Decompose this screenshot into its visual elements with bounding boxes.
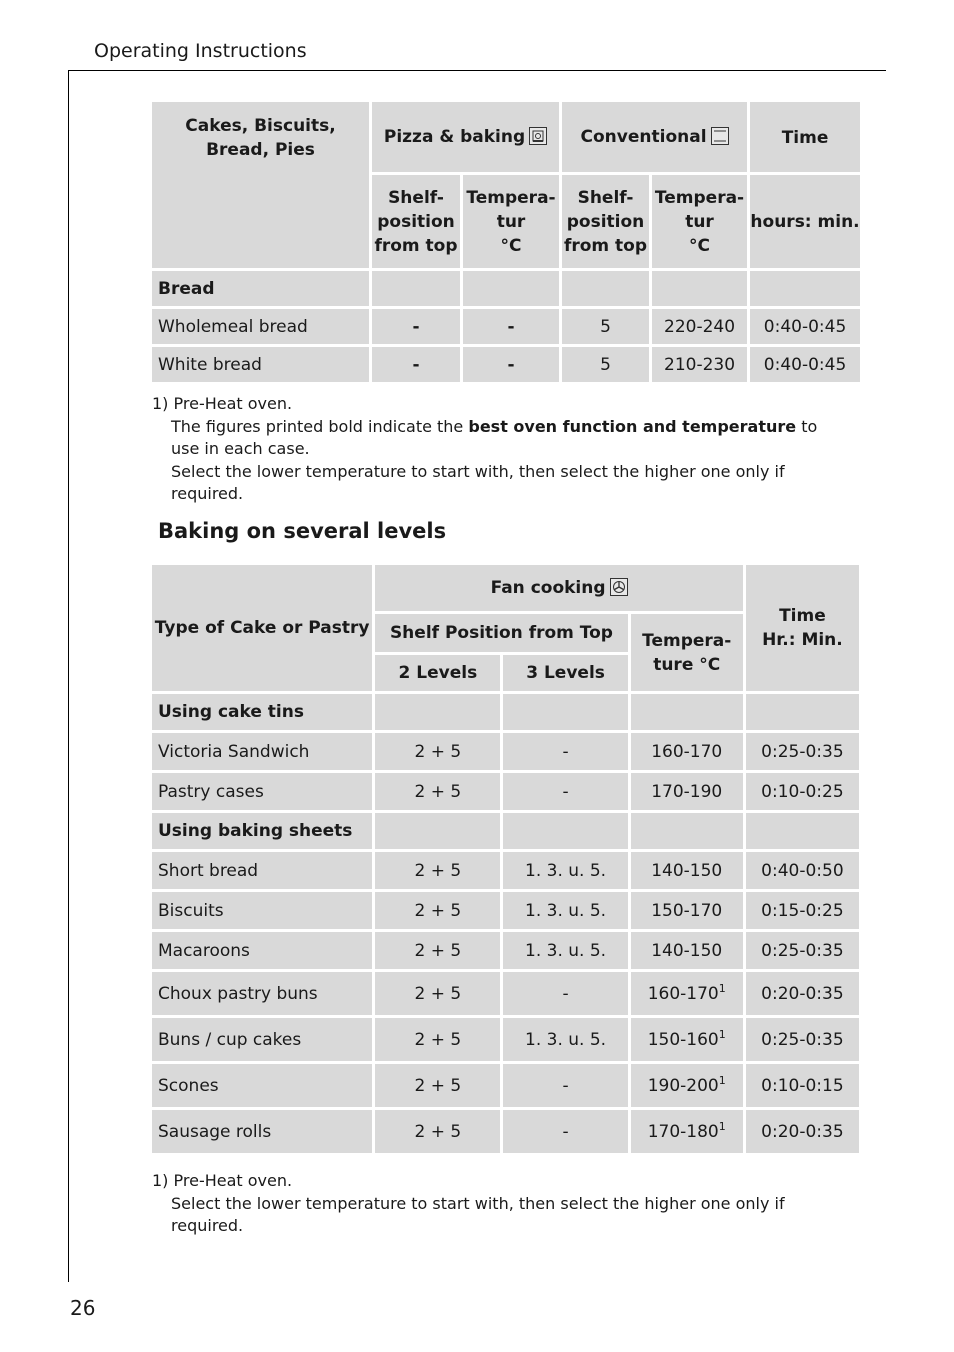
table-row: Buns / cup cakes 2 + 5 1. 3. u. 5. $150-160^1$ 0:25-0:35 xyxy=(152,1018,859,1061)
col-header-shelf-position: Shelf Position from Top xyxy=(375,614,627,652)
col-header-3-levels: 3 Levels xyxy=(503,655,627,691)
col-header-time: Time Hr.: Min. xyxy=(746,565,859,691)
sub-header-c-shelf: Shelf- position from top xyxy=(562,175,649,268)
bread-table xyxy=(149,99,863,385)
table-row: Biscuits 2 + 5 1. 3. u. 5. 150-170 0:15-0:25 xyxy=(152,892,859,929)
sub-header-time-unit: hours: min. xyxy=(750,175,860,268)
sub-header-pb-temp: Tempera- tur °C xyxy=(463,175,559,268)
table-row: Sausage rolls 2 + 5 - $170-180^1$ 0:20-0:35 xyxy=(152,1110,859,1153)
section-cake-tins: Using cake tins xyxy=(152,694,372,730)
table-row: Pastry cases 2 + 5 - 170-190 0:10-0:25 xyxy=(152,773,859,810)
table-row: Scones 2 + 5 - $190-200^1$ 0:10-0:15 xyxy=(152,1064,859,1107)
sub-header-pb-shelf: Shelf- position from top xyxy=(372,175,460,268)
col-header-temperature: Tempera- ture °C xyxy=(631,614,743,691)
col-header-fan-cooking: Fan cooking xyxy=(375,565,743,611)
table-row: Short bread 2 + 5 1. 3. u. 5. 140-150 0:40-0:50 xyxy=(152,852,859,889)
col-header-type: Type of Cake or Pastry xyxy=(152,565,372,691)
table-row: Choux pastry buns 2 + 5 - $160-170^1$ 0:20-0:35 xyxy=(152,972,859,1015)
col-header-time: Time xyxy=(750,102,860,172)
fan-cooking-icon xyxy=(610,578,628,596)
header-rule xyxy=(68,70,886,71)
conventional-icon xyxy=(711,127,729,145)
side-rule xyxy=(68,70,69,1282)
col-header-conventional: Conventional xyxy=(562,102,747,172)
table-row: Macaroons 2 + 5 1. 3. u. 5. 140-150 0:25-0:35 xyxy=(152,932,859,969)
table-row: White bread - - 5 210-230 0:40-0:45 xyxy=(152,347,860,382)
footnotes-2: 1) Pre-Heat oven. Select the lower temperature to start with, then select the higher one only if required. xyxy=(152,1171,785,1235)
footnotes-1: 1) Pre-Heat oven. The figures printed bold indicate the best oven function and temperature to use in each case. Select the lower temperature to start with, then select the higher one only if required. xyxy=(152,394,818,503)
table-row: Wholemeal bread - - 5 220-240 0:40-0:45 xyxy=(152,309,860,344)
pizza-baking-icon xyxy=(529,127,547,145)
col-header-2-levels: 2 Levels xyxy=(375,655,500,691)
header-title: Operating Instructions xyxy=(94,40,307,62)
table-row: Victoria Sandwich 2 + 5 - 160-170 0:25-0:35 xyxy=(152,733,859,770)
levels-table xyxy=(149,562,862,1156)
col-header-pizza-baking: Pizza & baking xyxy=(372,102,559,172)
col-header-cakes: Cakes, Biscuits, Bread, Pies xyxy=(152,102,369,268)
sub-header-c-temp: Tempera- tur °C xyxy=(652,175,747,268)
section-bread: Bread xyxy=(152,271,369,306)
section-title: Baking on several levels xyxy=(158,519,447,543)
page-number: 26 xyxy=(70,1296,96,1320)
section-baking-sheets: Using baking sheets xyxy=(152,813,372,849)
